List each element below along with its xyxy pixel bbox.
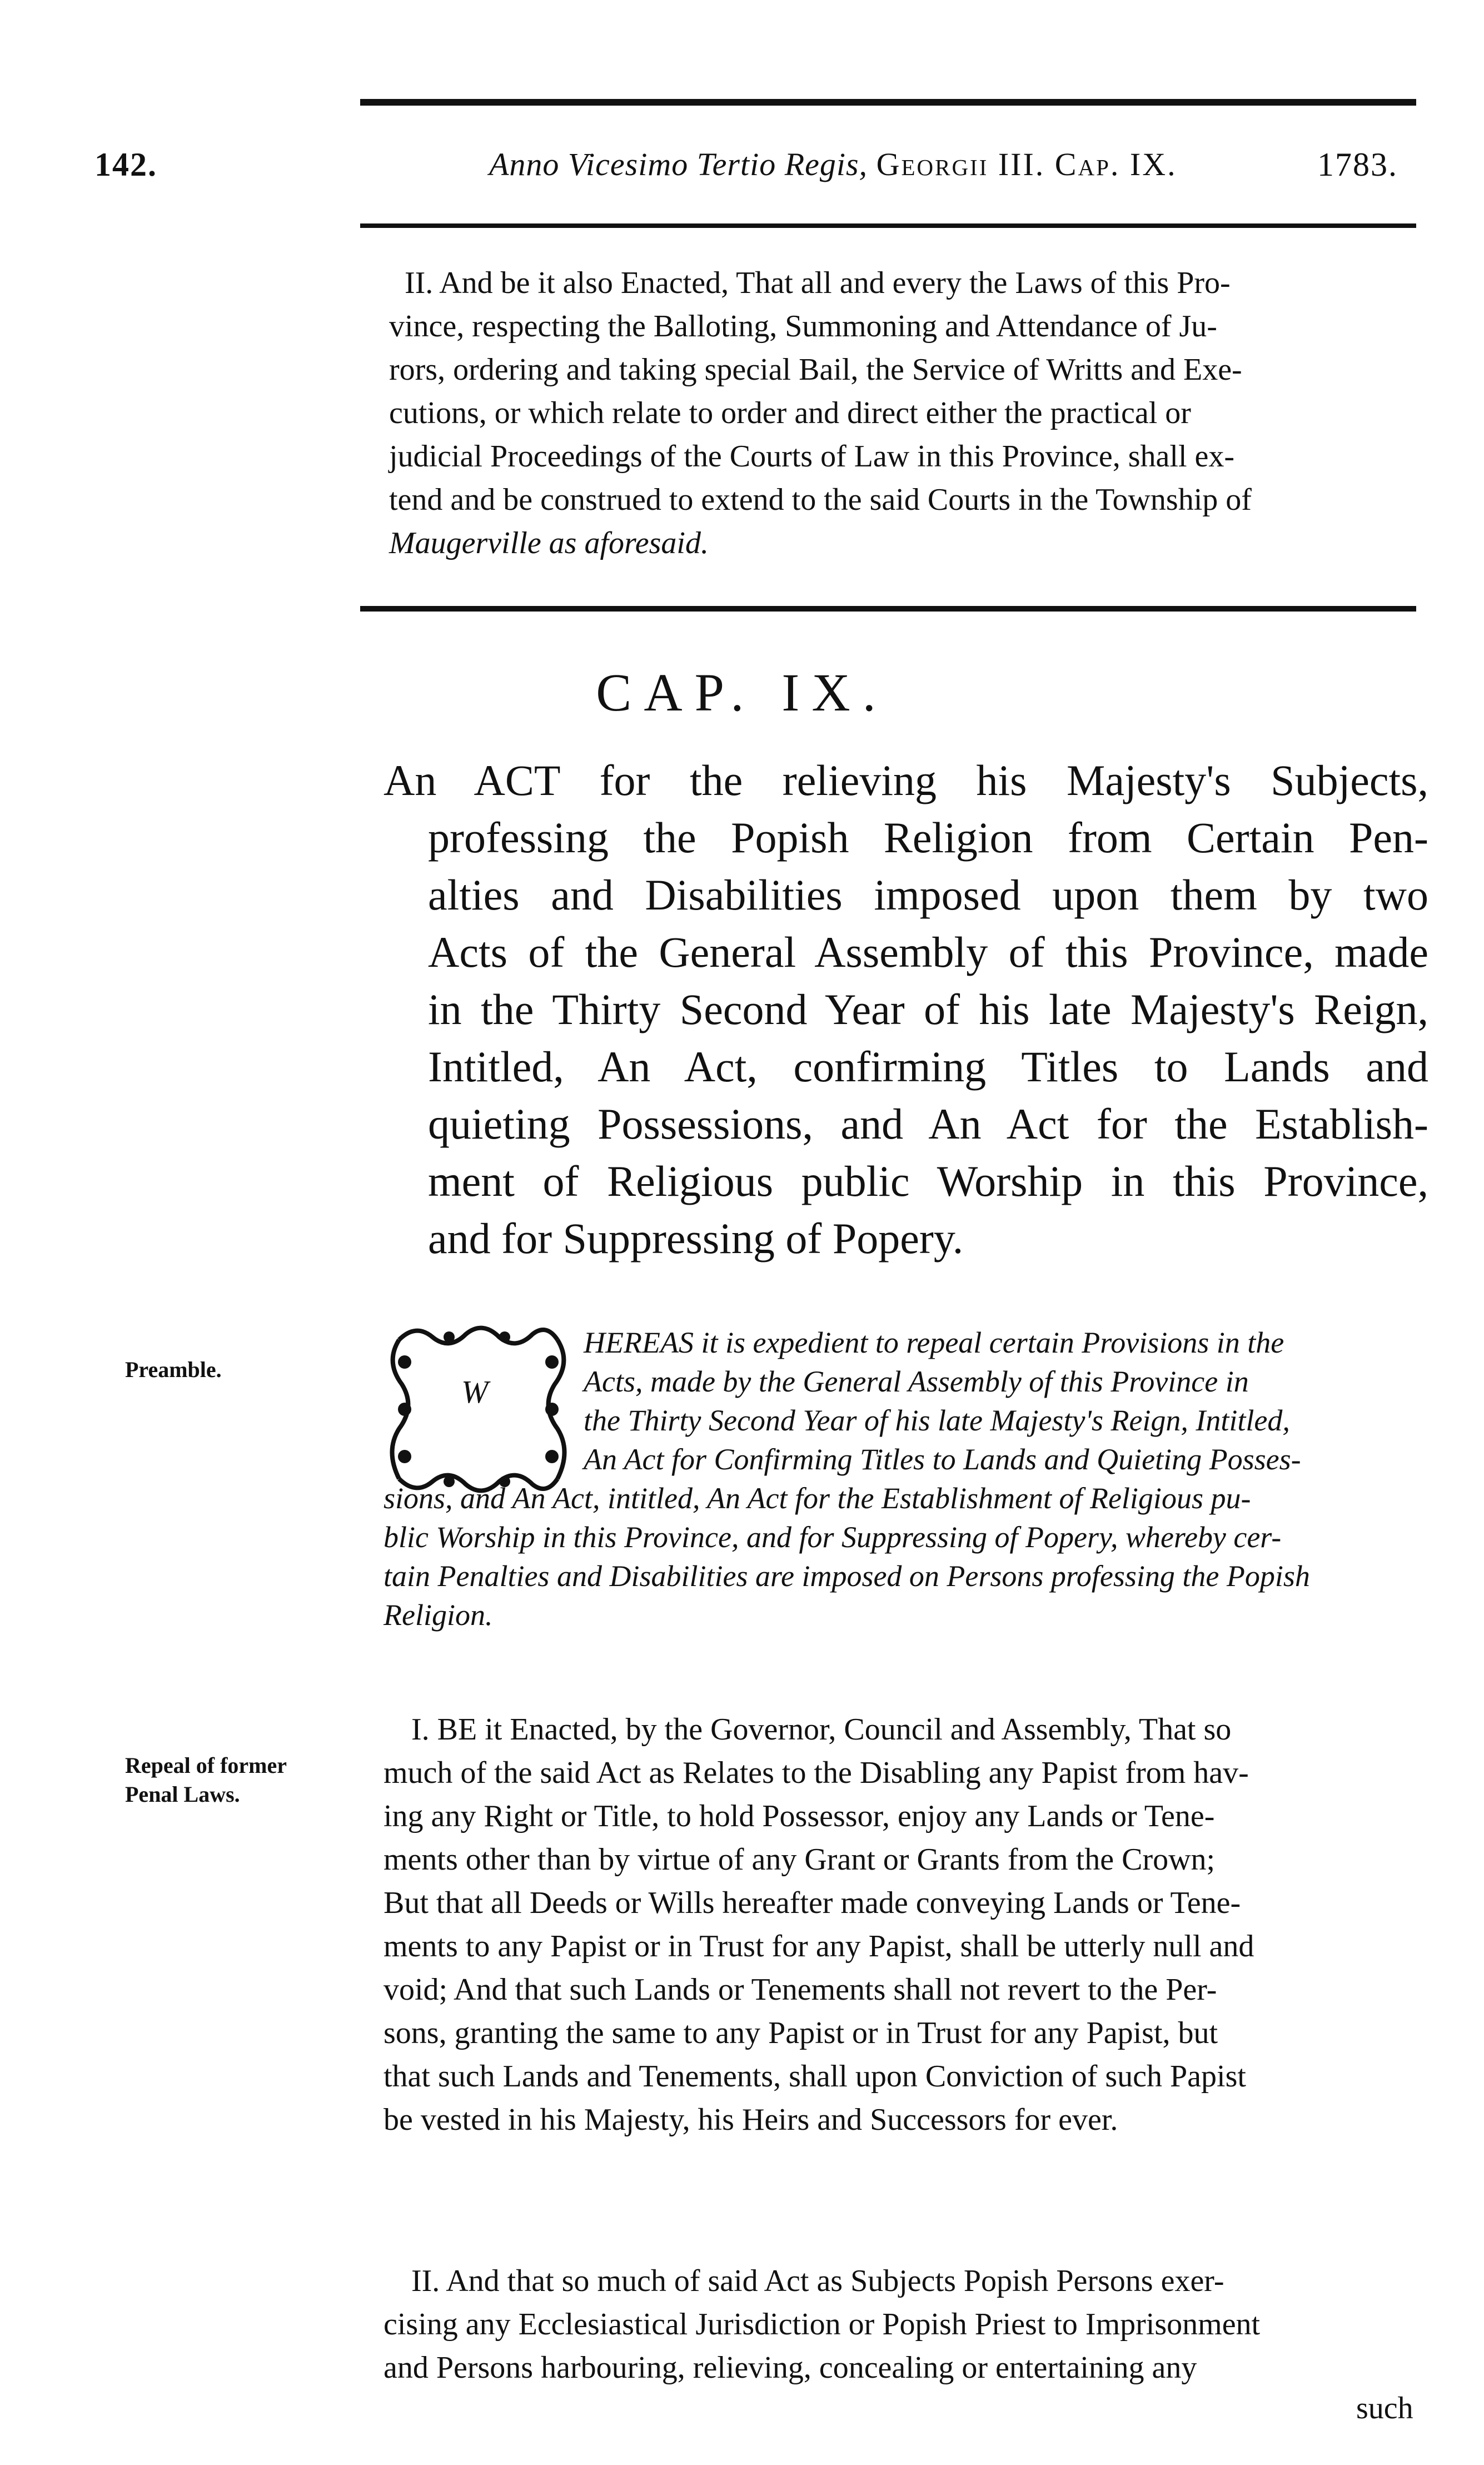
title-line: and for Suppressing of Popery.	[428, 1214, 964, 1263]
title-line: alties and Disabilities imposed upon them by two	[428, 871, 1428, 919]
text-line: the Thirty Second Year of his late Majesty's Reign, Intitled,	[584, 1404, 1290, 1437]
text-line: be vested in his Majesty, his Heirs and Successors for ever.	[384, 2103, 1118, 2137]
top-rule	[360, 99, 1416, 106]
text-line: cutions, or which relate to order and direct either the practical or	[389, 396, 1191, 430]
title-line: Acts of the General Assembly of this Province, made	[428, 928, 1428, 976]
initial-letter: W	[461, 1374, 489, 1410]
previous-section-ii	[389, 261, 1423, 565]
section-i	[384, 1708, 1428, 2141]
title-line: in the Thirty Second Year of his late Majesty's Reign,	[428, 985, 1428, 1033]
text-line: tain Penalties and Disabilities are imposed on Persons professing the Popish	[384, 1559, 1310, 1593]
margin-note-preamble: Preamble.	[125, 1357, 222, 1382]
text-line: judicial Proceedings of the Courts of Law in this Province, shall ex-	[389, 439, 1235, 474]
text-line: much of the said Act as Relates to the Disabling any Papist from hav-	[384, 1756, 1249, 1790]
text-line: ments to any Papist or in Trust for any Papist, shall be utterly null and	[384, 1929, 1254, 1964]
year: 1783.	[1317, 146, 1398, 183]
running-head-caps: Georgii III. Cap. IX.	[876, 146, 1177, 182]
margin-note-repeal	[125, 1751, 287, 1809]
section-divider	[360, 606, 1416, 612]
preamble-first-lines	[584, 1323, 1428, 1479]
section-ii	[384, 2259, 1428, 2389]
text-line: HEREAS it is expedient to repeal certain Provisions in the	[584, 1326, 1284, 1359]
text-line: An Act for Confirming Titles to Lands and Quieting Posses-	[584, 1443, 1301, 1476]
margin-note-line: Repeal of former	[125, 1753, 287, 1778]
title-line: professing the Popish Religion from Certain Pen-	[428, 813, 1428, 862]
text-line: blic Worship in this Province, and for Suppressing of Popery, whereby cer-	[384, 1520, 1282, 1554]
title-line: ment of Religious public Worship in this Province,	[428, 1157, 1428, 1205]
text-line: sions, and An Act, intitled, An Act for the Establishment of Religious pu-	[384, 1482, 1251, 1515]
text-line: ing any Right or Title, to hold Possessor, enjoy any Lands or Tene-	[384, 1799, 1215, 1833]
text-line: But that all Deeds or Wills hereafter made conveying Lands or Tene-	[384, 1886, 1241, 1920]
preamble-rest-lines	[384, 1479, 1428, 1634]
text-line: II. And be it also Enacted, That all and every the Laws of this Pro-	[405, 266, 1231, 300]
header-underline	[360, 223, 1416, 228]
text-line: vince, respecting the Balloting, Summoning and Attendance of Ju-	[389, 309, 1217, 344]
catchword: such	[1356, 2391, 1413, 2426]
running-head	[489, 146, 1177, 183]
page-number: 142.	[94, 146, 157, 183]
text-line: ments other than by virtue of any Grant or Grants from the Crown;	[384, 1842, 1216, 1877]
text-line: Religion.	[384, 1598, 493, 1632]
running-head-italic: Anno Vicesimo Tertio Regis,	[489, 146, 868, 182]
text-line: tend and be construed to extend to the said Courts in the Township of	[389, 483, 1252, 517]
title-line: quieting Possessions, and An Act for the Establish-	[428, 1100, 1428, 1148]
text-line: cising any Ecclesiastical Jurisdiction or Popish Priest to Imprisonment	[384, 2307, 1261, 2342]
text-line: void; And that such Lands or Tenements shall not revert to the Per-	[384, 1972, 1217, 2007]
margin-note-line: Penal Laws.	[125, 1782, 240, 1807]
text-line: and Persons harbouring, relieving, concealing or entertaining any	[384, 2350, 1197, 2385]
chapter-heading: CAP. IX.	[596, 663, 888, 722]
title-line: Intitled, An Act, confirming Titles to Lands and	[428, 1042, 1428, 1091]
act-title	[384, 752, 1428, 1267]
text-line: rors, ordering and taking special Bail, the Service of Writts and Exe-	[389, 352, 1242, 387]
text-line: II. And that so much of said Act as Subjects Popish Persons exer-	[411, 2264, 1224, 2298]
text-line: that such Lands and Tenements, shall upon Conviction of such Papist	[384, 2059, 1246, 2094]
text-line: Acts, made by the General Assembly of this Province in	[584, 1365, 1249, 1398]
text-line: I. BE it Enacted, by the Governor, Council and Assembly, That so	[411, 1712, 1232, 1747]
title-line: An ACT for the relieving his Majesty's Subjects,	[384, 756, 1428, 804]
text-line: sons, granting the same to any Papist or in Trust for any Papist, but	[384, 2016, 1218, 2050]
text-line: Maugerville as aforesaid.	[389, 526, 709, 560]
